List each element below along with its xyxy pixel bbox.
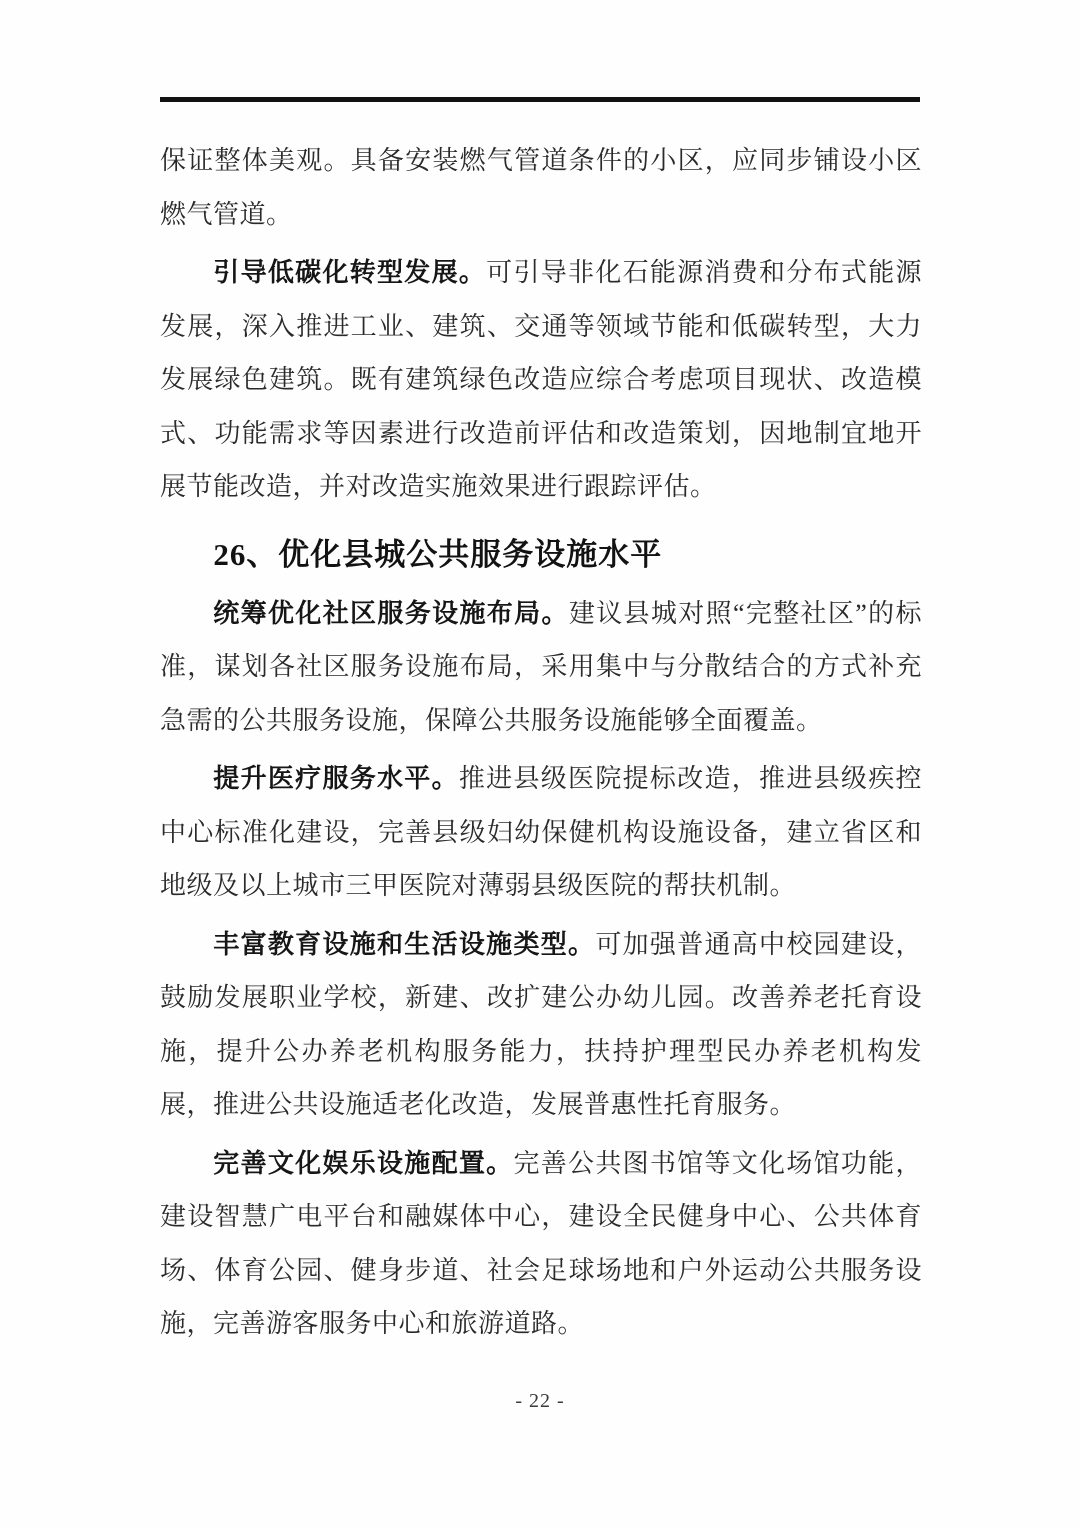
- paragraph: [160, 752, 922, 913]
- paragraph: [160, 134, 922, 241]
- paragraph: [160, 587, 922, 748]
- paragraph-body: 建议县城对照“完整社区”的标准，谋划各社区服务设施布局，采用集中与分散结合的方式补充急需的公共服务设施，保障公共服务设施能够全面覆盖。: [160, 598, 922, 735]
- paragraph-body: 可引导非化石能源消费和分布式能源发展，深入推进工业、建筑、交通等领域节能和低碳转型，大力发展绿色建筑。既有建筑绿色改造应综合考虑项目现状、改造模式、功能需求等因素进行改造前评估和改造策划，因地制宜地开展节能改造，并对改造实施效果进行跟踪评估。: [160, 258, 922, 501]
- paragraph-lead: 完善文化娱乐设施配置。: [213, 1148, 514, 1178]
- page-content: [160, 134, 922, 1351]
- paragraph: [160, 246, 922, 514]
- paragraph-body: 完善公共图书馆等文化场馆功能，建设智慧广电平台和融媒体中心，建设全民健身中心、公共体育场、体育公园、健身步道、社会足球场地和户外运动公共服务设施，完善游客服务中心和旅游道路。: [160, 1148, 922, 1338]
- paragraph-lead: 丰富教育设施和生活设施类型。: [213, 929, 596, 959]
- paragraph-body: 保证整体美观。具备安装燃气管道条件的小区，应同步铺设小区燃气管道。: [160, 146, 922, 229]
- paragraph-lead: 引导低碳化转型发展。: [213, 258, 487, 287]
- paragraph: [160, 918, 922, 1132]
- page-number: - 22 -: [515, 1390, 565, 1412]
- paragraph-lead: 统筹优化社区服务设施布局。: [213, 598, 569, 628]
- header-rule: [160, 97, 920, 102]
- paragraph: [160, 1137, 922, 1351]
- paragraph-lead: 提升医疗服务水平。: [213, 764, 459, 793]
- paragraph-body: 可加强普通高中校园建设，鼓励发展职业学校，新建、改扩建公办幼儿园。改善养老托育设施，提升公办养老机构服务能力，扶持护理型民办养老机构发展，推进公共设施适老化改造，发展普惠性托育服务。: [160, 929, 922, 1119]
- paragraph-body: 推进县级医院提标改造，推进县级疾控中心标准化建设，完善县级妇幼保健机构设施设备，建立省区和地级及以上城市三甲医院对薄弱县级医院的帮扶机制。: [160, 764, 922, 900]
- section-heading: 26、优化县城公共服务设施水平: [213, 536, 663, 572]
